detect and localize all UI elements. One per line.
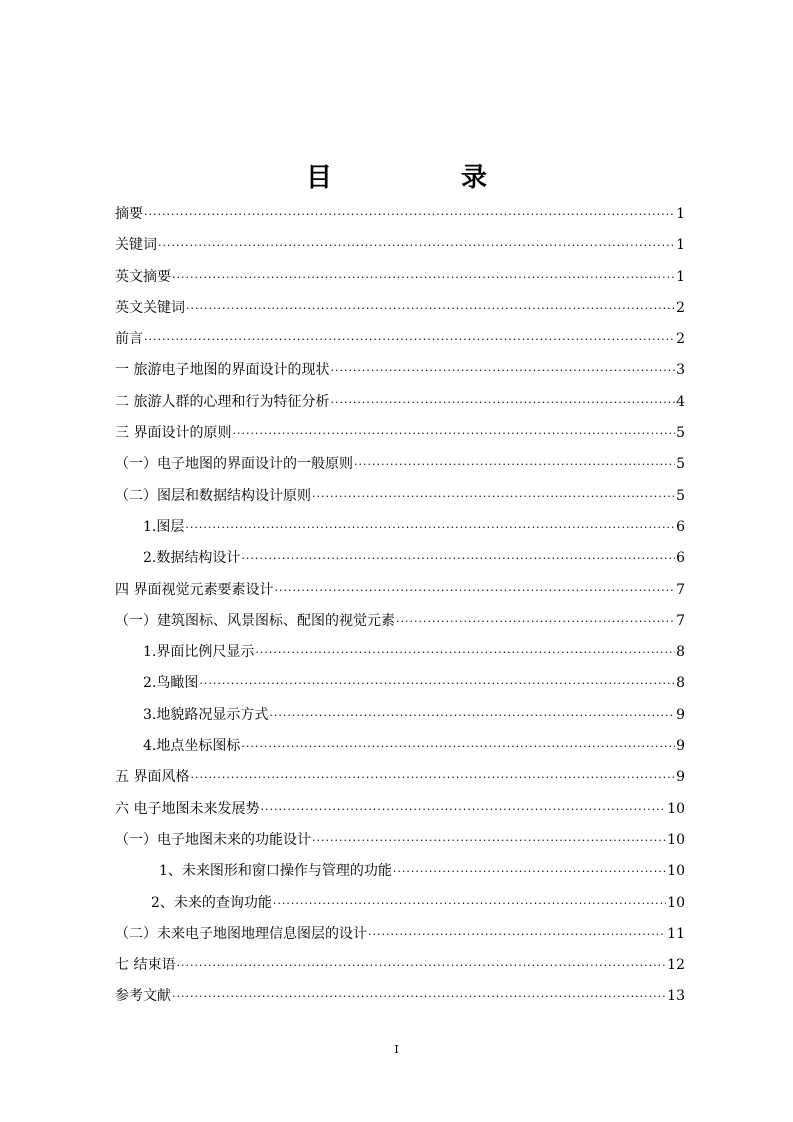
toc-entry-page: 10 [667,831,685,848]
toc-entry[interactable] [115,481,685,512]
toc-entry-page: 10 [667,894,685,911]
toc-entry[interactable] [115,919,685,950]
toc-entry-label: 一 旅游电子地图的界面设计的现状 [115,362,330,379]
toc-entry-page: 8 [676,675,685,692]
toc-entry-label: 2、未来的查询功能 [151,894,272,911]
toc-leader-dots [274,575,675,606]
toc-leader-dots [190,762,675,793]
toc-entry[interactable] [115,668,685,699]
toc-entry-label: 参考文献 [115,988,171,1005]
toc-entry[interactable] [115,637,685,668]
toc-entry-label: 1、未来图形和窗口操作与管理的功能 [159,863,392,880]
toc-entry-page: 1 [676,206,685,222]
toc-entry[interactable] [115,262,685,293]
toc-leader-dots [312,481,675,512]
toc-entry-page: 13 [667,988,685,1005]
toc-leader-dots [273,888,666,919]
toc-entry-label: 4.地点坐标图标 [143,738,241,755]
toc-entry-label: 关键词 [115,237,157,254]
toc-entry[interactable] [115,387,685,418]
toc-entry-page: 7 [676,581,685,598]
toc-leader-dots [158,230,675,261]
toc-entry-label: 2.数据结构设计 [143,550,241,567]
toc-leader-dots [393,856,666,887]
toc-entry[interactable] [115,512,685,543]
toc-leader-dots [330,355,675,386]
toc-entry-page: 1 [676,237,685,254]
toc-entry[interactable] [115,762,685,793]
toc-leader-dots [269,700,675,731]
toc-leader-dots [232,418,675,449]
toc-entry-label: 七 结束语 [115,957,176,974]
toc-leader-dots [312,825,666,856]
toc-entry[interactable] [115,888,685,919]
toc-entry-label: 二 旅游人群的心理和行为特征分析 [115,393,330,410]
toc-entry-page: 2 [676,331,685,348]
toc-entry-label: （一）电子地图未来的功能设计 [115,831,311,848]
toc-entry[interactable] [115,794,685,825]
toc-entry-label: （二）图层和数据结构设计原则 [115,487,311,504]
toc-entry-page: 1 [676,268,685,285]
toc-leader-dots [172,262,675,293]
page-number: I [394,1043,399,1056]
toc-entry-page: 5 [676,487,685,504]
toc-entry-page: 5 [676,456,685,473]
toc-entry[interactable] [115,418,685,449]
toc-entry[interactable] [115,825,685,856]
toc-entry-label: 英文关键词 [115,299,185,316]
toc-entry[interactable] [115,700,685,731]
toc-entry-label: 1.图层 [143,518,185,535]
toc-entry-page: 2 [676,299,685,316]
toc-leader-dots [176,950,666,981]
toc-leader-dots [172,981,666,1012]
toc-entry-label: 2.鸟瞰图 [143,675,199,692]
toc-leader-dots [185,512,675,543]
toc-entry-label: 五 界面风格 [115,769,190,786]
toc-entry-label: （一）电子地图的界面设计的一般原则 [115,456,353,473]
toc-entry-label: 1.界面比例尺显示 [143,644,255,661]
toc-entry-page: 10 [667,863,685,880]
toc-entry[interactable] [115,449,685,480]
toc-entry[interactable] [115,230,685,261]
toc-leader-dots [396,606,675,637]
toc-leader-dots [354,449,675,480]
page-title: 目 录 [305,163,548,193]
toc-leader-dots [144,199,675,230]
toc-entry-label: 摘要 [115,206,143,222]
toc-entry-label: 六 电子地图未来发展势 [115,800,260,817]
table-of-contents [115,199,685,1013]
toc-entry-label: 三 界面设计的原则 [115,425,232,442]
toc-leader-dots [241,543,675,574]
toc-entry[interactable] [115,355,685,386]
toc-entry[interactable] [115,981,685,1012]
toc-entry-label: （二）未来电子地图地理信息图层的设计 [115,925,367,942]
toc-leader-dots [368,919,666,950]
toc-entry-page: 10 [667,800,685,817]
toc-entry[interactable] [115,606,685,637]
toc-entry[interactable] [115,199,685,230]
toc-entry-page: 3 [676,362,685,379]
toc-entry[interactable] [115,293,685,324]
toc-entry-page: 6 [676,550,685,567]
toc-entry-page: 9 [676,706,685,723]
toc-entry-page: 6 [676,518,685,535]
toc-entry-page: 11 [667,925,685,942]
toc-entry-page: 9 [676,769,685,786]
toc-leader-dots [330,387,675,418]
toc-entry-page: 7 [676,612,685,629]
toc-entry[interactable] [115,575,685,606]
toc-entry[interactable] [115,856,685,887]
toc-leader-dots [255,637,675,668]
toc-entry-label: 3.地貌路况显示方式 [143,706,269,723]
toc-entry[interactable] [115,324,685,355]
toc-entry-page: 12 [667,957,685,974]
toc-leader-dots [260,794,666,825]
toc-leader-dots [241,731,675,762]
toc-entry-page: 9 [676,738,685,755]
toc-entry-label: （一）建筑图标、风景图标、配图的视觉元素 [115,612,395,629]
toc-leader-dots [144,324,675,355]
toc-entry-label: 四 界面视觉元素要素设计 [115,581,274,598]
toc-entry[interactable] [115,543,685,574]
toc-entry-page: 4 [676,393,685,410]
toc-leader-dots [199,668,675,699]
toc-entry-page: 5 [676,425,685,442]
toc-leader-dots [186,293,675,324]
toc-entry-label: 英文摘要 [115,268,171,285]
toc-entry-page: 8 [676,644,685,661]
toc-entry-label: 前言 [115,331,143,348]
toc-entry[interactable] [115,731,685,762]
toc-entry[interactable] [115,950,685,981]
